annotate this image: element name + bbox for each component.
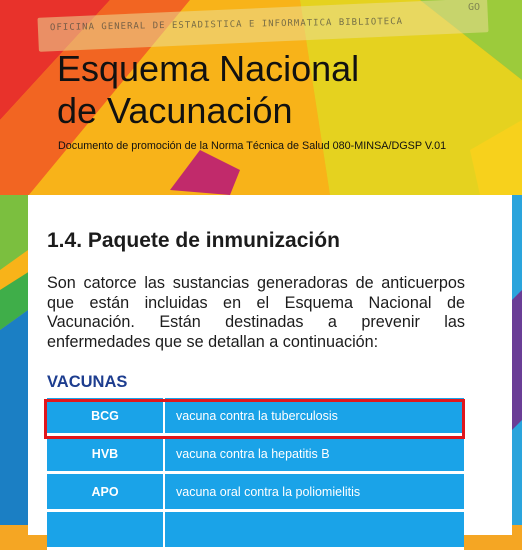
table-row: [47, 511, 464, 549]
vaccine-description: vacuna contra la tuberculosis: [164, 398, 464, 435]
vaccine-code: BCG: [47, 398, 164, 435]
vaccines-table: [47, 398, 464, 550]
section-heading: 1.4. Paquete de inmunización: [47, 229, 340, 252]
intro-paragraph: Son catorce las sustancias generadoras de anticuerpos que están incluidas en el Esquema Nacional de Vacunación. Están destinadas a prevenir las enfermedades que se detallan a continuación:: [47, 274, 465, 351]
vaccine-description-partial: [164, 511, 464, 549]
table-row: [47, 398, 464, 435]
title-line-2: de Vacunación: [57, 90, 293, 131]
document-subtitle: Documento de promoción de la Norma Técnica de Salud 080-MINSA/DGSP V.01: [58, 140, 447, 152]
vaccine-code: APO: [47, 473, 164, 511]
vaccines-heading: VACUNAS: [47, 373, 128, 391]
vaccine-description: vacuna oral contra la poliomielitis: [164, 473, 464, 511]
vaccine-description: vacuna contra la hepatitis B: [164, 435, 464, 473]
vaccine-code-partial: [47, 511, 164, 549]
stamp-text: OFICINA GENERAL DE ESTADISTICA E INFORMATICA BIBLIOTECA: [49, 16, 404, 34]
table-row: [47, 435, 464, 473]
document-title: [57, 48, 359, 132]
stamp-mark: GO: [468, 2, 481, 13]
title-line-1: Esquema Nacional: [57, 48, 360, 89]
vaccine-code: HVB: [47, 435, 164, 473]
table-row: [47, 473, 464, 511]
